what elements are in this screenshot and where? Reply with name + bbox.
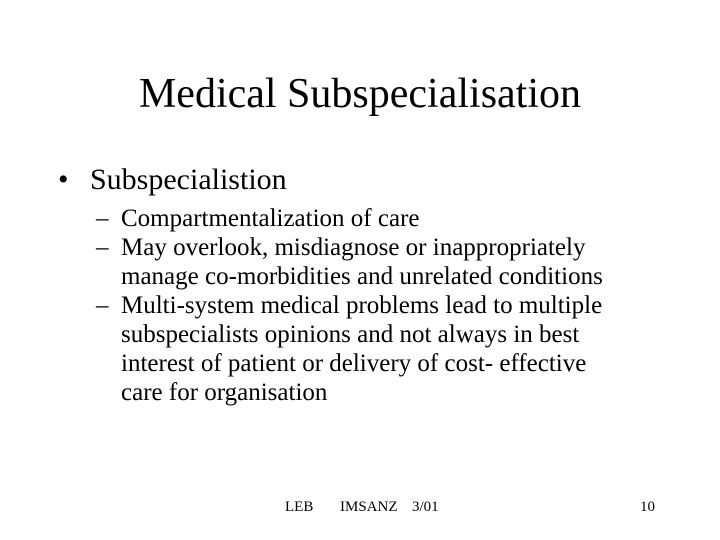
footer-page-number: 10 xyxy=(640,499,655,515)
sub-bullet-line: care for organisation xyxy=(121,379,328,406)
sub-bullet-line: Compartmentalization of care xyxy=(121,205,420,232)
dash-marker: – xyxy=(96,292,109,319)
sub-bullet-item xyxy=(96,204,696,233)
sub-bullet-line: interest of patient or delivery of cost- effective xyxy=(121,350,587,377)
bullet-item xyxy=(58,162,287,198)
sub-bullet-line: May overlook, misdiagnose or inappropriately xyxy=(121,234,586,261)
sub-bullet-item xyxy=(96,233,696,291)
sub-bullet-item xyxy=(96,291,696,407)
dash-marker: – xyxy=(96,234,109,261)
sub-bullet-list xyxy=(96,204,696,407)
footer-date: 3/01 xyxy=(412,499,439,515)
footer-author: LEB xyxy=(285,499,314,515)
footer-organisation: IMSANZ xyxy=(340,499,398,515)
bullet-text: Subspecialistion xyxy=(90,163,287,196)
slide-title: Medical Subspecialisation xyxy=(138,71,582,117)
sub-bullet-line: subspecialists opinions and not always in best xyxy=(121,321,580,348)
dash-marker: – xyxy=(96,205,109,232)
sub-bullet-line: Multi-system medical problems lead to multiple xyxy=(121,292,603,319)
sub-bullet-line: manage co-morbidities and unrelated conditions xyxy=(121,263,603,290)
bullet-marker: • xyxy=(58,163,69,196)
